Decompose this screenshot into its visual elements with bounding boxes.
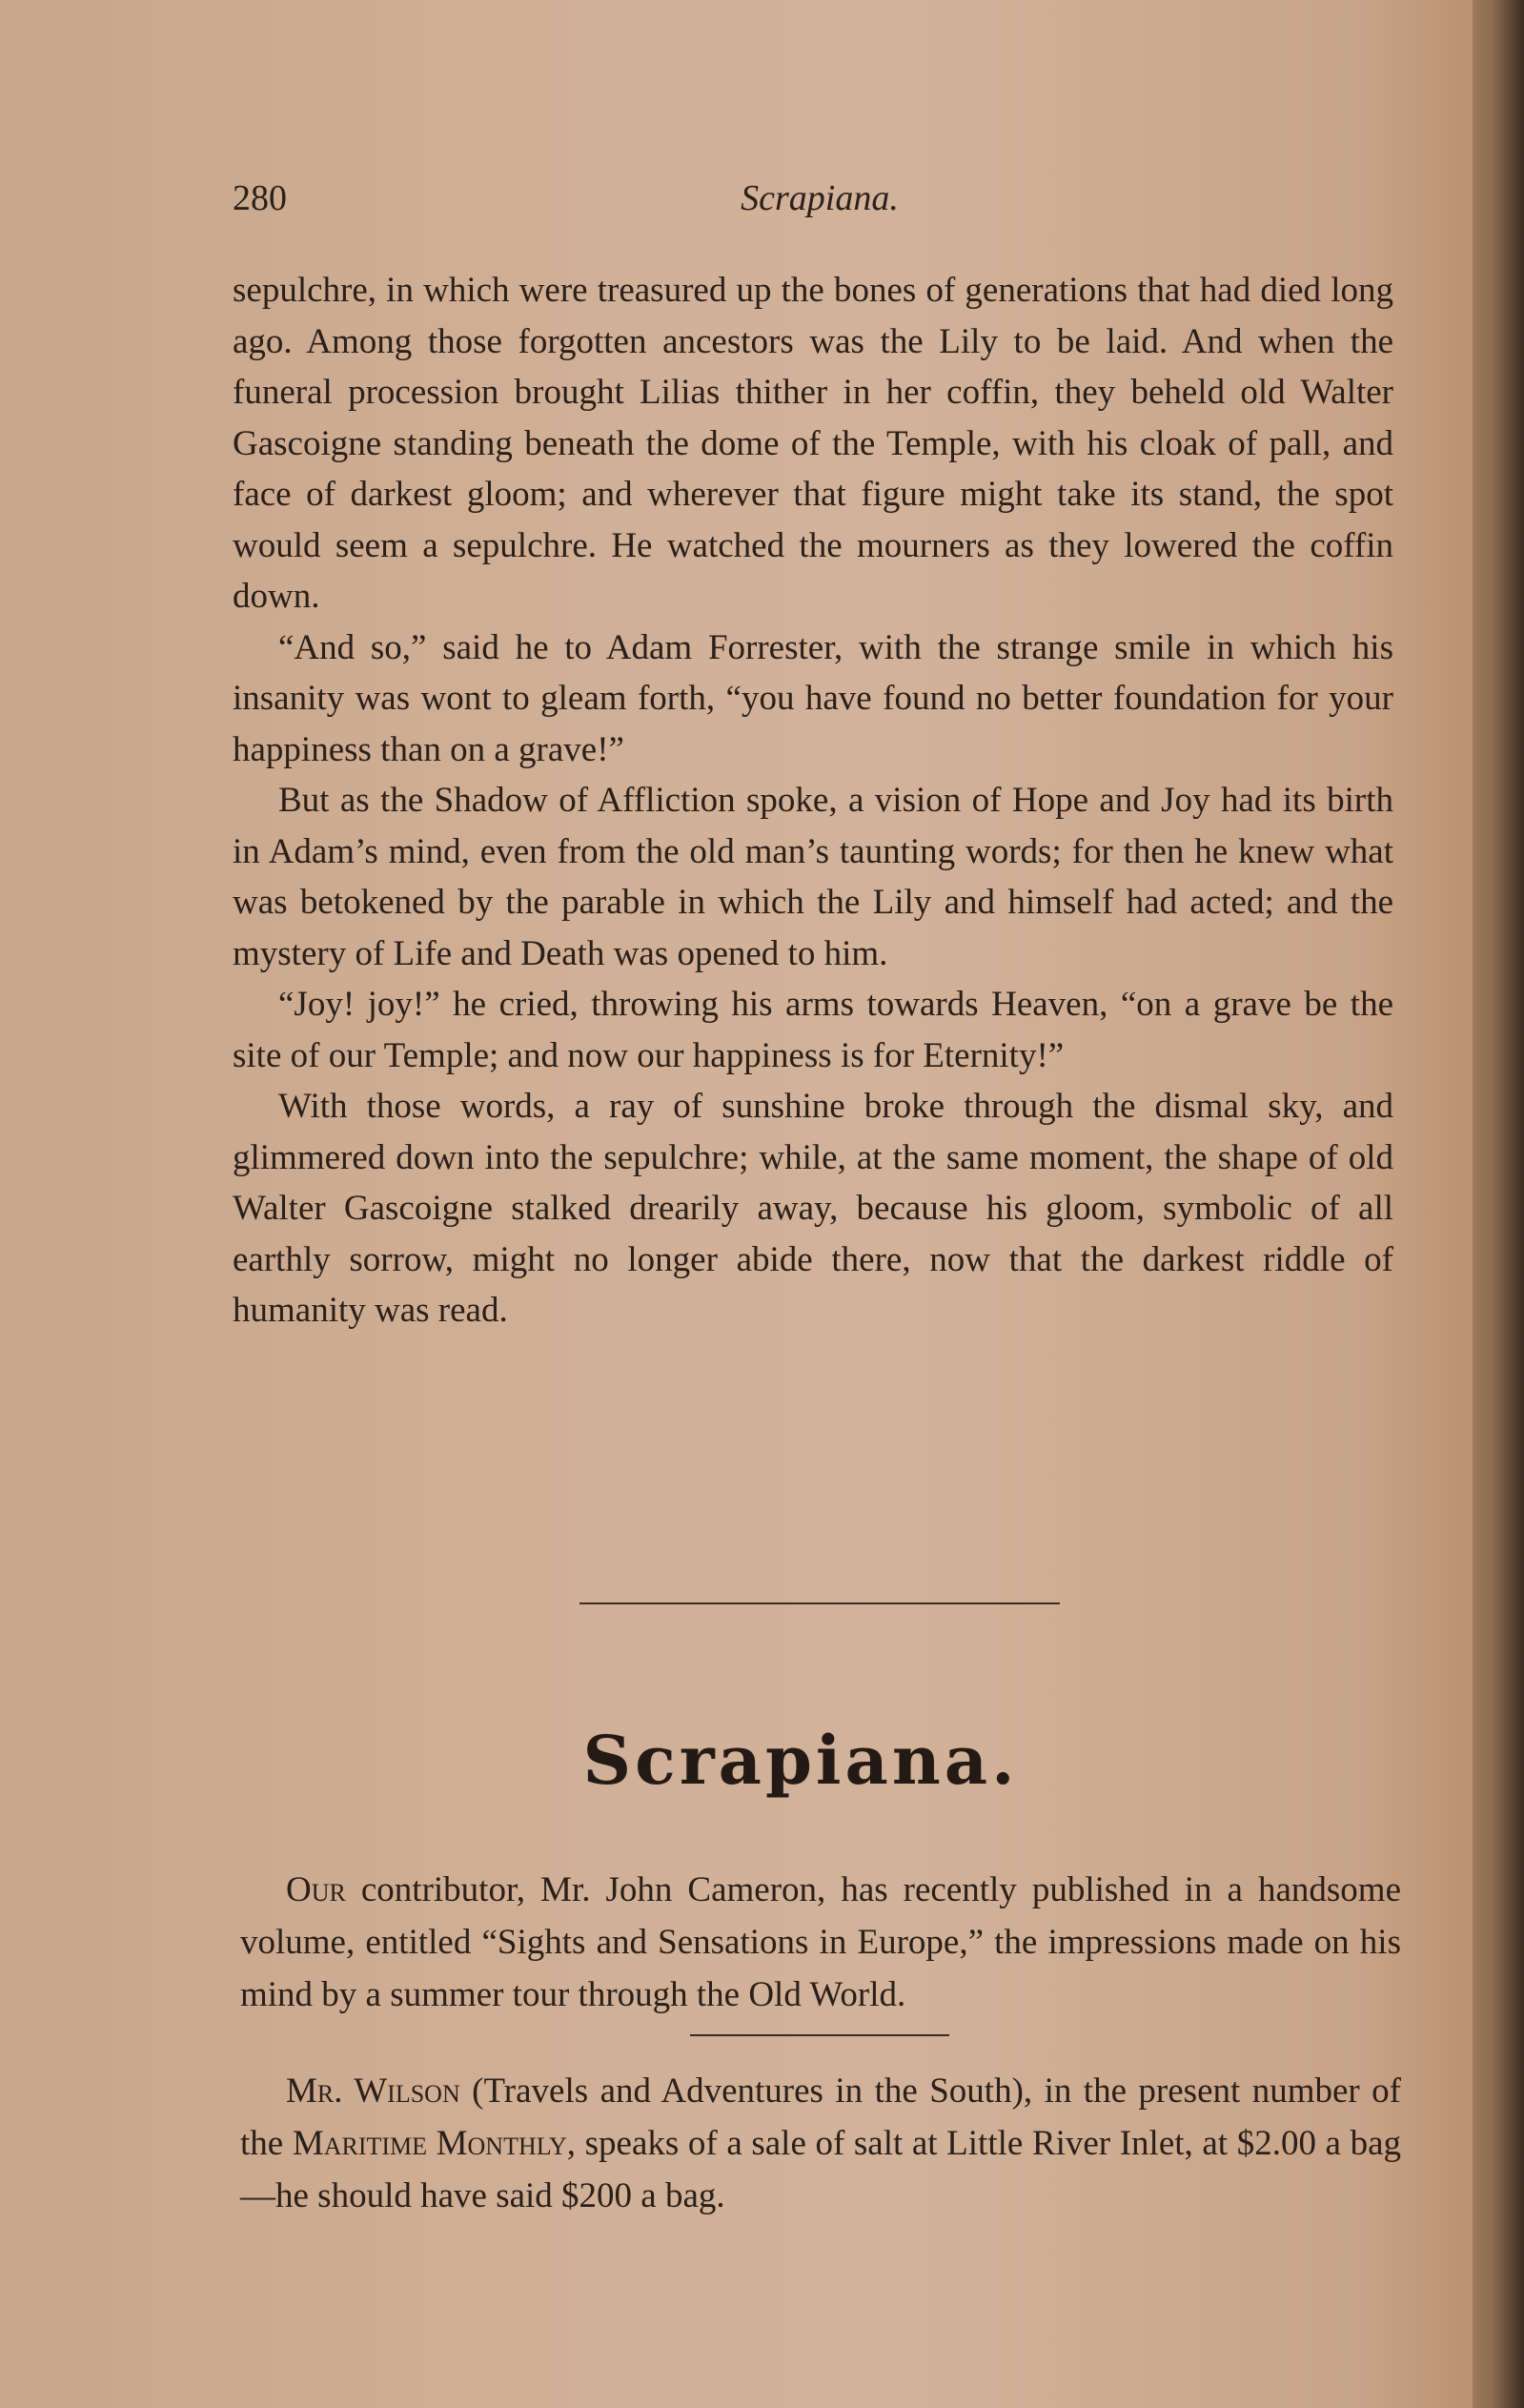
section-divider	[579, 1602, 1060, 1604]
paragraph-4: “Joy! joy!” he cried, throwing his arms towards Heaven, “on a grave be the site of our Temple; and now our happiness is for Eternity!”	[233, 985, 1393, 1075]
note-divider	[690, 2034, 949, 2036]
scrapiana-notes	[240, 1864, 1401, 2222]
paragraph-5: With those words, a ray of sunshine broke through the dismal sky, and glimmered down into the sepulchre; while, at the same moment, the shape of old Walter Gascoigne stalked drearily away, because his gloom, symbolic of all earthly sorrow, might no longer abide there, now that the darkest riddle of humanity was read.	[233, 1087, 1393, 1330]
paragraph-2: “And so,” said he to Adam Forrester, with the strange smile in which his insanity was wont to gleam forth, “you have found no better foundation for your happiness than on a grave!”	[233, 627, 1393, 769]
paragraph-3: But as the Shadow of Affliction spoke, a vision of Hope and Joy had its birth in Adam’s mind, even from the old man’s taunting words; for then he knew what was betokened by the parable in which the Lily and himself had acted; and the mystery of Life and Death was opened to him.	[233, 781, 1393, 973]
page-header	[233, 177, 1407, 225]
note-1-text: contributor, Mr. John Cameron, has recently published in a handsome volume, entitled “Sights and Sensations in Europe,” the impressions made on his mind by a summer tour through the Old World.	[240, 1870, 1401, 2014]
note-1-lead: Our	[286, 1870, 346, 1909]
story-text	[233, 265, 1393, 1337]
section-heading: Scrapiana.	[582, 1721, 1019, 1800]
note-2-magazine: Maritime Monthly	[292, 2124, 567, 2163]
paragraph-1: sepulchre, in which were treasured up the bones of generations that had died long ago. Among those forgotten ancestors was the Lily to be laid. And when the funeral procession brought Lilias thither in her coffin, they beheld old Walter Gascoigne standing beneath the dome of the Temple, with his cloak of pall, and face of darkest gloom; and wherever that figure might take its stand, the spot would seem a sepulchre. He watched the mourners as they lowered the coffin down.	[233, 271, 1393, 616]
running-title: Scrapiana.	[741, 178, 899, 218]
note-2	[240, 2065, 1401, 2222]
page-number: 280	[233, 178, 287, 218]
note-2-text-a: (Travels and Adventures in the South), in the present number of the	[240, 2071, 1401, 2163]
note-2-text-b: , speaks of a sale of salt at Little River Inlet, at $2.00 a bag—he should have said $200 a bag.	[240, 2124, 1401, 2215]
page-edge-shadow	[1473, 0, 1524, 2408]
note-1	[240, 1864, 1401, 2021]
note-2-lead: Mr. Wilson	[286, 2071, 460, 2111]
